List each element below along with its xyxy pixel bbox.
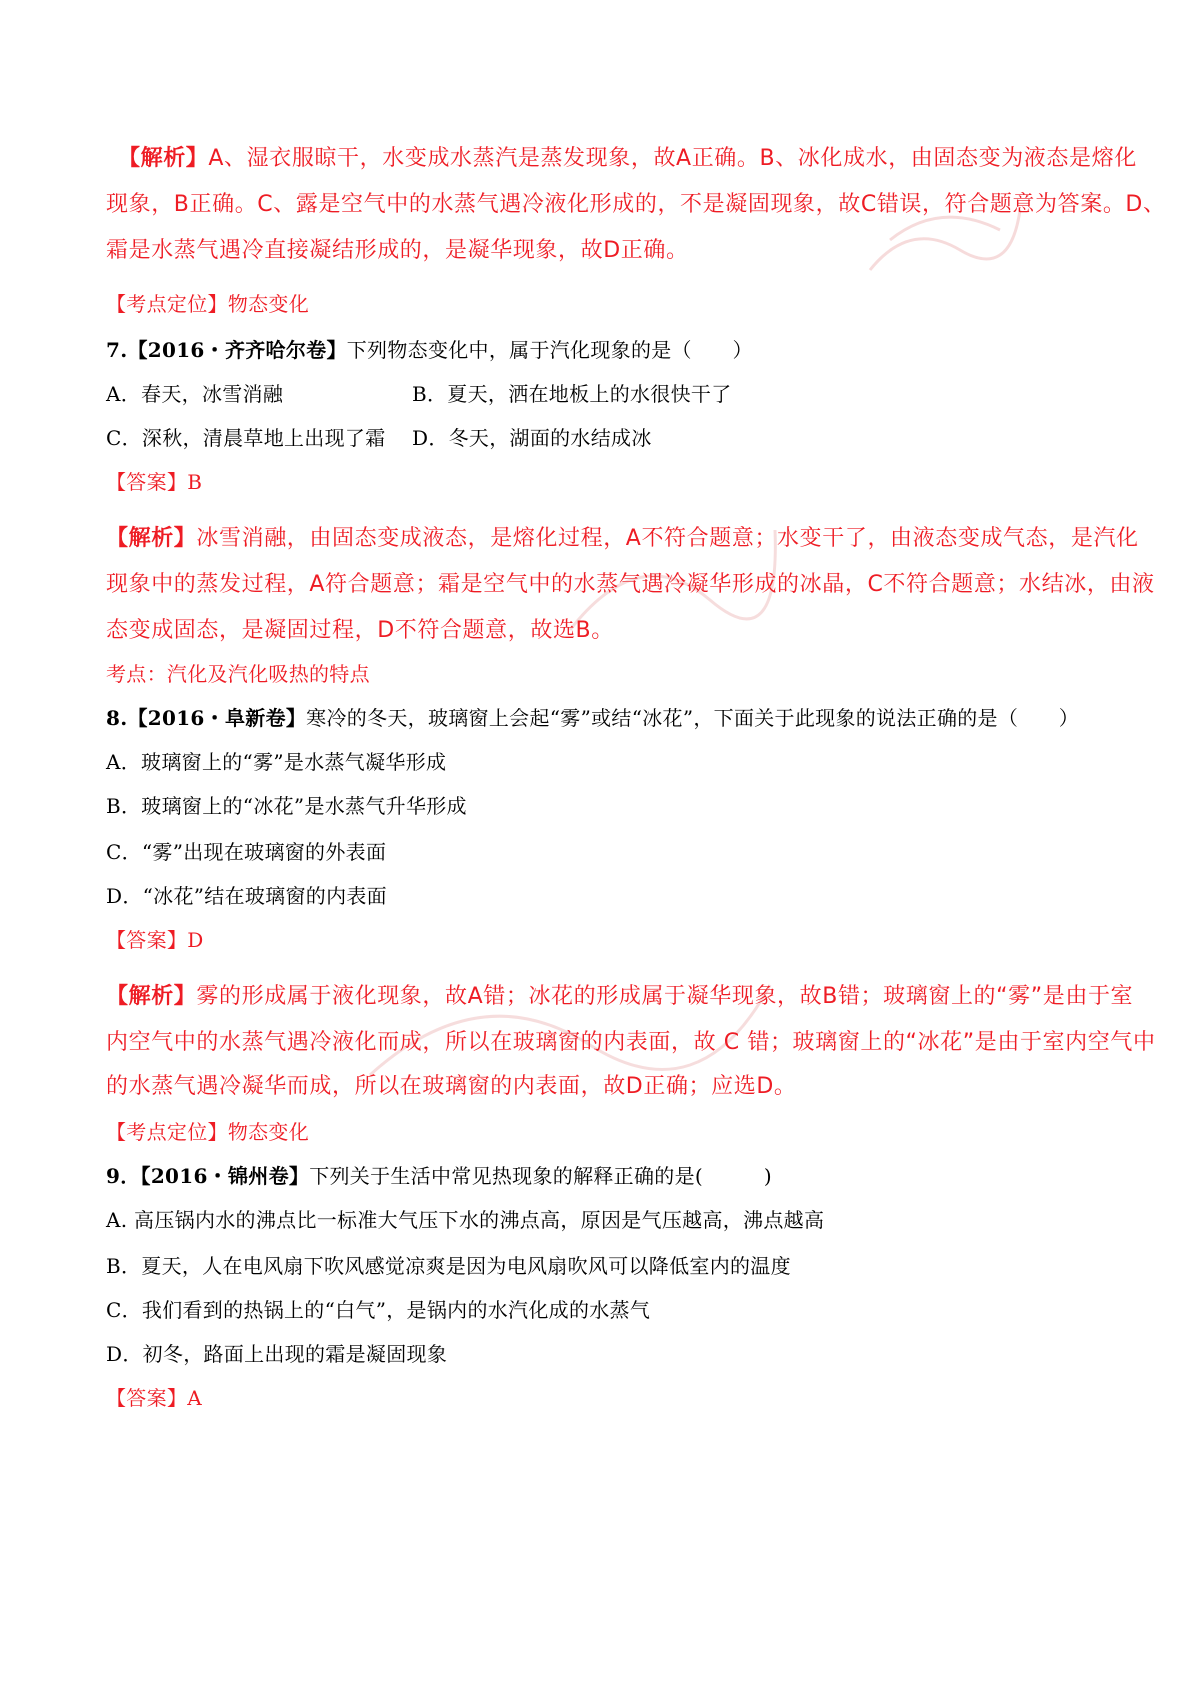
q9-option-c: C．我们看到的热锅上的“白气”，是锅内的水汽化成的水蒸气: [106, 1298, 651, 1322]
q7-analysis-line-2: 现象中的蒸发过程，A符合题意；霜是空气中的水蒸气遇冷凝华形成的冰晶，C不符合题意；水结冰，由液: [106, 572, 1155, 597]
q9-option-d: D．初冬，路面上出现的霜是凝固现象: [106, 1342, 448, 1366]
q9-answer: 【答案】A: [106, 1386, 202, 1410]
q8-stem: 8.【2016・阜新卷】寒冷的冬天，玻璃窗上会起“雾”或结“冰花”，下面关于此现象的说法正确的是（ ）: [106, 706, 1080, 730]
q7-analysis-line-3: 态变成固态，是凝固过程，D不符合题意，故选B。: [106, 618, 614, 643]
q8-option-a: A．玻璃窗上的“雾”是水蒸气凝华形成: [106, 750, 447, 774]
q8-analysis-line-3: 的水蒸气遇冷凝华而成，所以在玻璃窗的内表面，故D正确；应选D。: [106, 1074, 797, 1099]
q9-option-a: A. 高压锅内水的沸点比一标准大气压下水的沸点高，原因是气压越高，沸点越高: [106, 1208, 825, 1232]
q7-analysis-line-1: 【解析】冰雪消融，由固态变成液态，是熔化过程，A不符合题意；水变干了，由液态变成气态，是汽化: [106, 526, 1139, 551]
q6-analysis-line-1: 【解析】A、湿衣服晾干，水变成水蒸汽是蒸发现象，故A正确。B、冰化成水，由固态变为液态是熔化: [118, 146, 1137, 171]
q8-option-b: B．玻璃窗上的“冰花”是水蒸气升华形成: [106, 794, 467, 818]
point-tag: 【考点定位】: [106, 1120, 228, 1144]
q9-stem: 9．【2016・锦州卷】下列关于生活中常见热现象的解释正确的是( ): [106, 1164, 772, 1188]
q8-point: 【考点定位】物态变化: [106, 1120, 310, 1144]
q8-analysis-line-2: 内空气中的水蒸气遇冷液化而成，所以在玻璃窗的内表面，故 C 错；玻璃窗上的“冰花”是由于室内空气中: [106, 1030, 1156, 1055]
analysis-tag: 【解析】: [118, 146, 209, 171]
q7-option-b: B．夏天，洒在地板上的水很快干了: [412, 382, 732, 406]
q6-point: 【考点定位】物态变化: [106, 292, 310, 316]
analysis-tag: 【解析】: [106, 984, 197, 1009]
point-tag: 【考点定位】: [106, 292, 228, 316]
q7-option-d: D．冬天，湖面的水结成冰: [412, 426, 652, 450]
q7-option-a: A．春天，冰雪消融: [106, 382, 284, 406]
q6-analysis-line-2: 现象，B正确。C、露是空气中的水蒸气遇冷液化形成的，不是凝固现象，故C错误，符合题意为答案。D、: [106, 192, 1166, 217]
q8-answer: 【答案】D: [106, 928, 204, 952]
q7-option-c: C．深秋，清晨草地上出现了霜: [106, 426, 386, 450]
q8-analysis-line-1: 【解析】雾的形成属于液化现象，故A错；冰花的形成属于凝华现象，故B错；玻璃窗上的“雾”是由于室: [106, 984, 1134, 1009]
q9-option-b: B．夏天，人在电风扇下吹风感觉凉爽是因为电风扇吹风可以降低室内的温度: [106, 1254, 791, 1278]
q7-stem: 7.【2016・齐齐哈尔卷】下列物态变化中，属于汽化现象的是（ ）: [106, 338, 753, 362]
q6-analysis-line-3: 霜是水蒸气遇冷直接凝结形成的，是凝华现象，故D正确。: [106, 238, 689, 263]
q8-option-d: D．“冰花”结在玻璃窗的内表面: [106, 884, 387, 908]
q7-answer: 【答案】B: [106, 470, 203, 494]
analysis-tag: 【解析】: [106, 526, 197, 551]
q8-option-c: C．“雾”出现在玻璃窗的外表面: [106, 840, 387, 864]
q7-point: 考点：汽化及汽化吸热的特点: [106, 662, 370, 686]
